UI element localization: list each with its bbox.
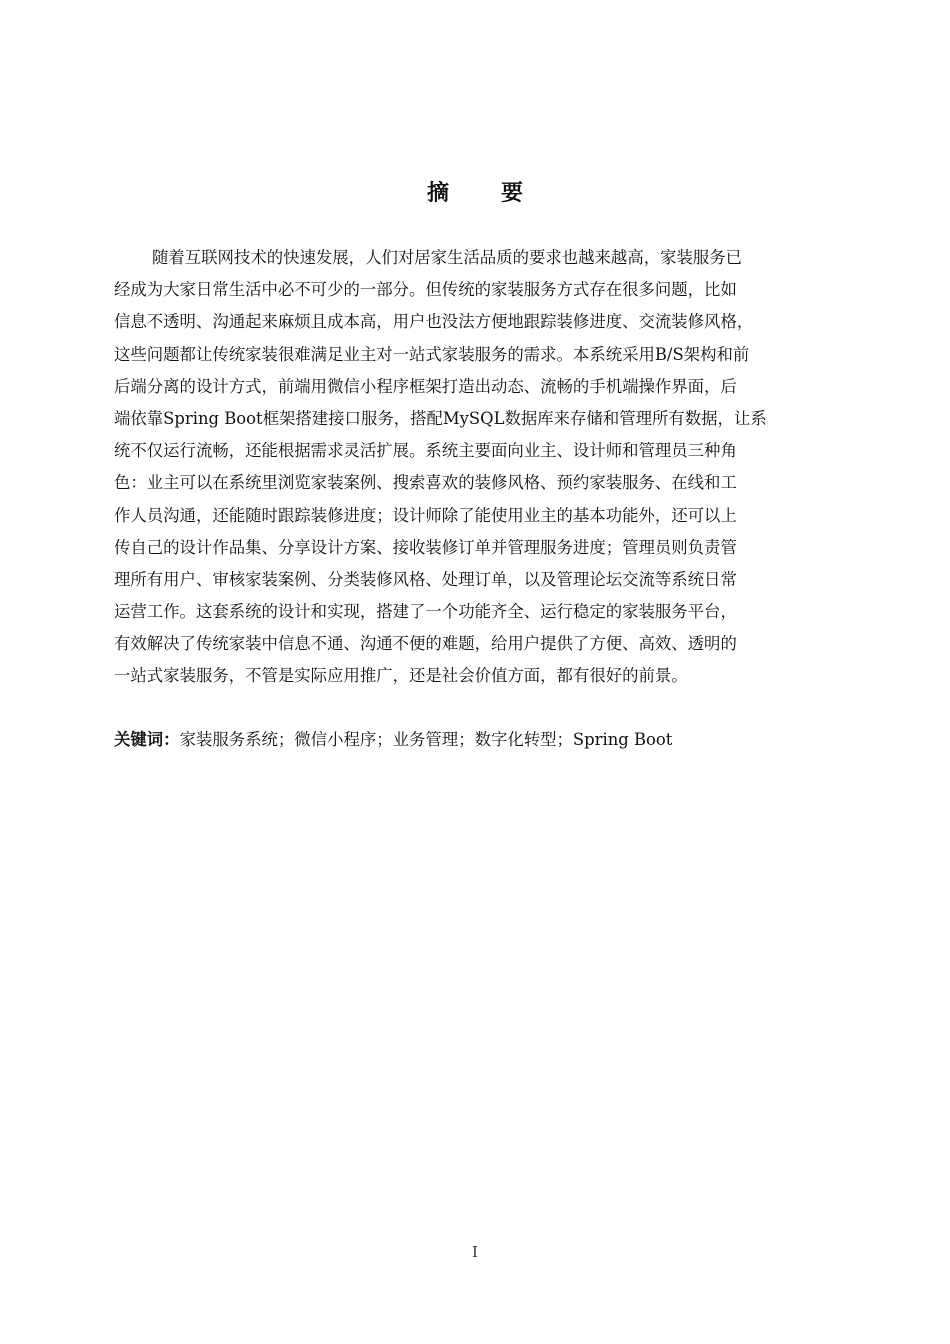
- abstract-line: 理所有用户、审核家装案例、分类装修风格、处理订单，以及管理论坛交流等系统日常: [114, 569, 737, 589]
- abstract-line: 经成为大家日常生活中必不可少的一部分。但传统的家装服务方式存在很多问题，比如: [114, 280, 737, 300]
- abstract-line: 色：业主可以在系统里浏览家装案例、搜索喜欢的装修风格、预约家装服务、在线和工: [114, 473, 737, 493]
- abstract-line: 信息不透明、沟通起来麻烦且成本高，用户也没法方便地跟踪装修进度、交流装修风格，: [114, 312, 754, 332]
- abstract-line: 运营工作。这套系统的设计和实现，搭建了一个功能齐全、运行稳定的家装服务平台，: [114, 602, 737, 622]
- keywords-line: [114, 724, 874, 756]
- abstract-line: 作人员沟通，还能随时跟踪装修进度；设计师除了能使用业主的基本功能外，还可以上: [114, 505, 737, 525]
- keywords-label: 关键词：: [114, 730, 180, 749]
- abstract-line: 有效解决了传统家装中信息不通、沟通不便的难题，给用户提供了方便、高效、透明的: [114, 634, 737, 654]
- abstract-body: [114, 242, 874, 693]
- abstract-line: 传自己的设计作品集、分享设计方案、接收装修订单并管理服务进度；管理员则负责管: [114, 537, 737, 557]
- abstract-line: 随着互联网技术的快速发展，人们对居家生活品质的要求也越来越高，家装服务已: [152, 248, 743, 267]
- keywords-text: 家装服务系统；微信小程序；业务管理；数字化转型；Spring Boot: [179, 730, 673, 749]
- abstract-line: 一站式家装服务，不管是实际应用推广，还是社会价值方面，都有很好的前景。: [114, 666, 688, 686]
- abstract-line: 端依靠Spring Boot框架搭建接口服务，搭配MySQL数据库来存储和管理所有数据，让系: [114, 408, 767, 428]
- abstract-title: 摘要: [426, 181, 575, 206]
- abstract-line: 后端分离的设计方式，前端用微信小程序框架打造出动态、流畅的手机端操作界面，后: [114, 376, 737, 396]
- page-number: I: [472, 1243, 478, 1261]
- abstract-line: 统不仅运行流畅，还能根据需求灵活扩展。系统主要面向业主、设计师和管理员三种角: [114, 441, 737, 461]
- abstract-line: 这些问题都让传统家装很难满足业主对一站式家装服务的需求。本系统采用B/S架构和前: [114, 344, 750, 364]
